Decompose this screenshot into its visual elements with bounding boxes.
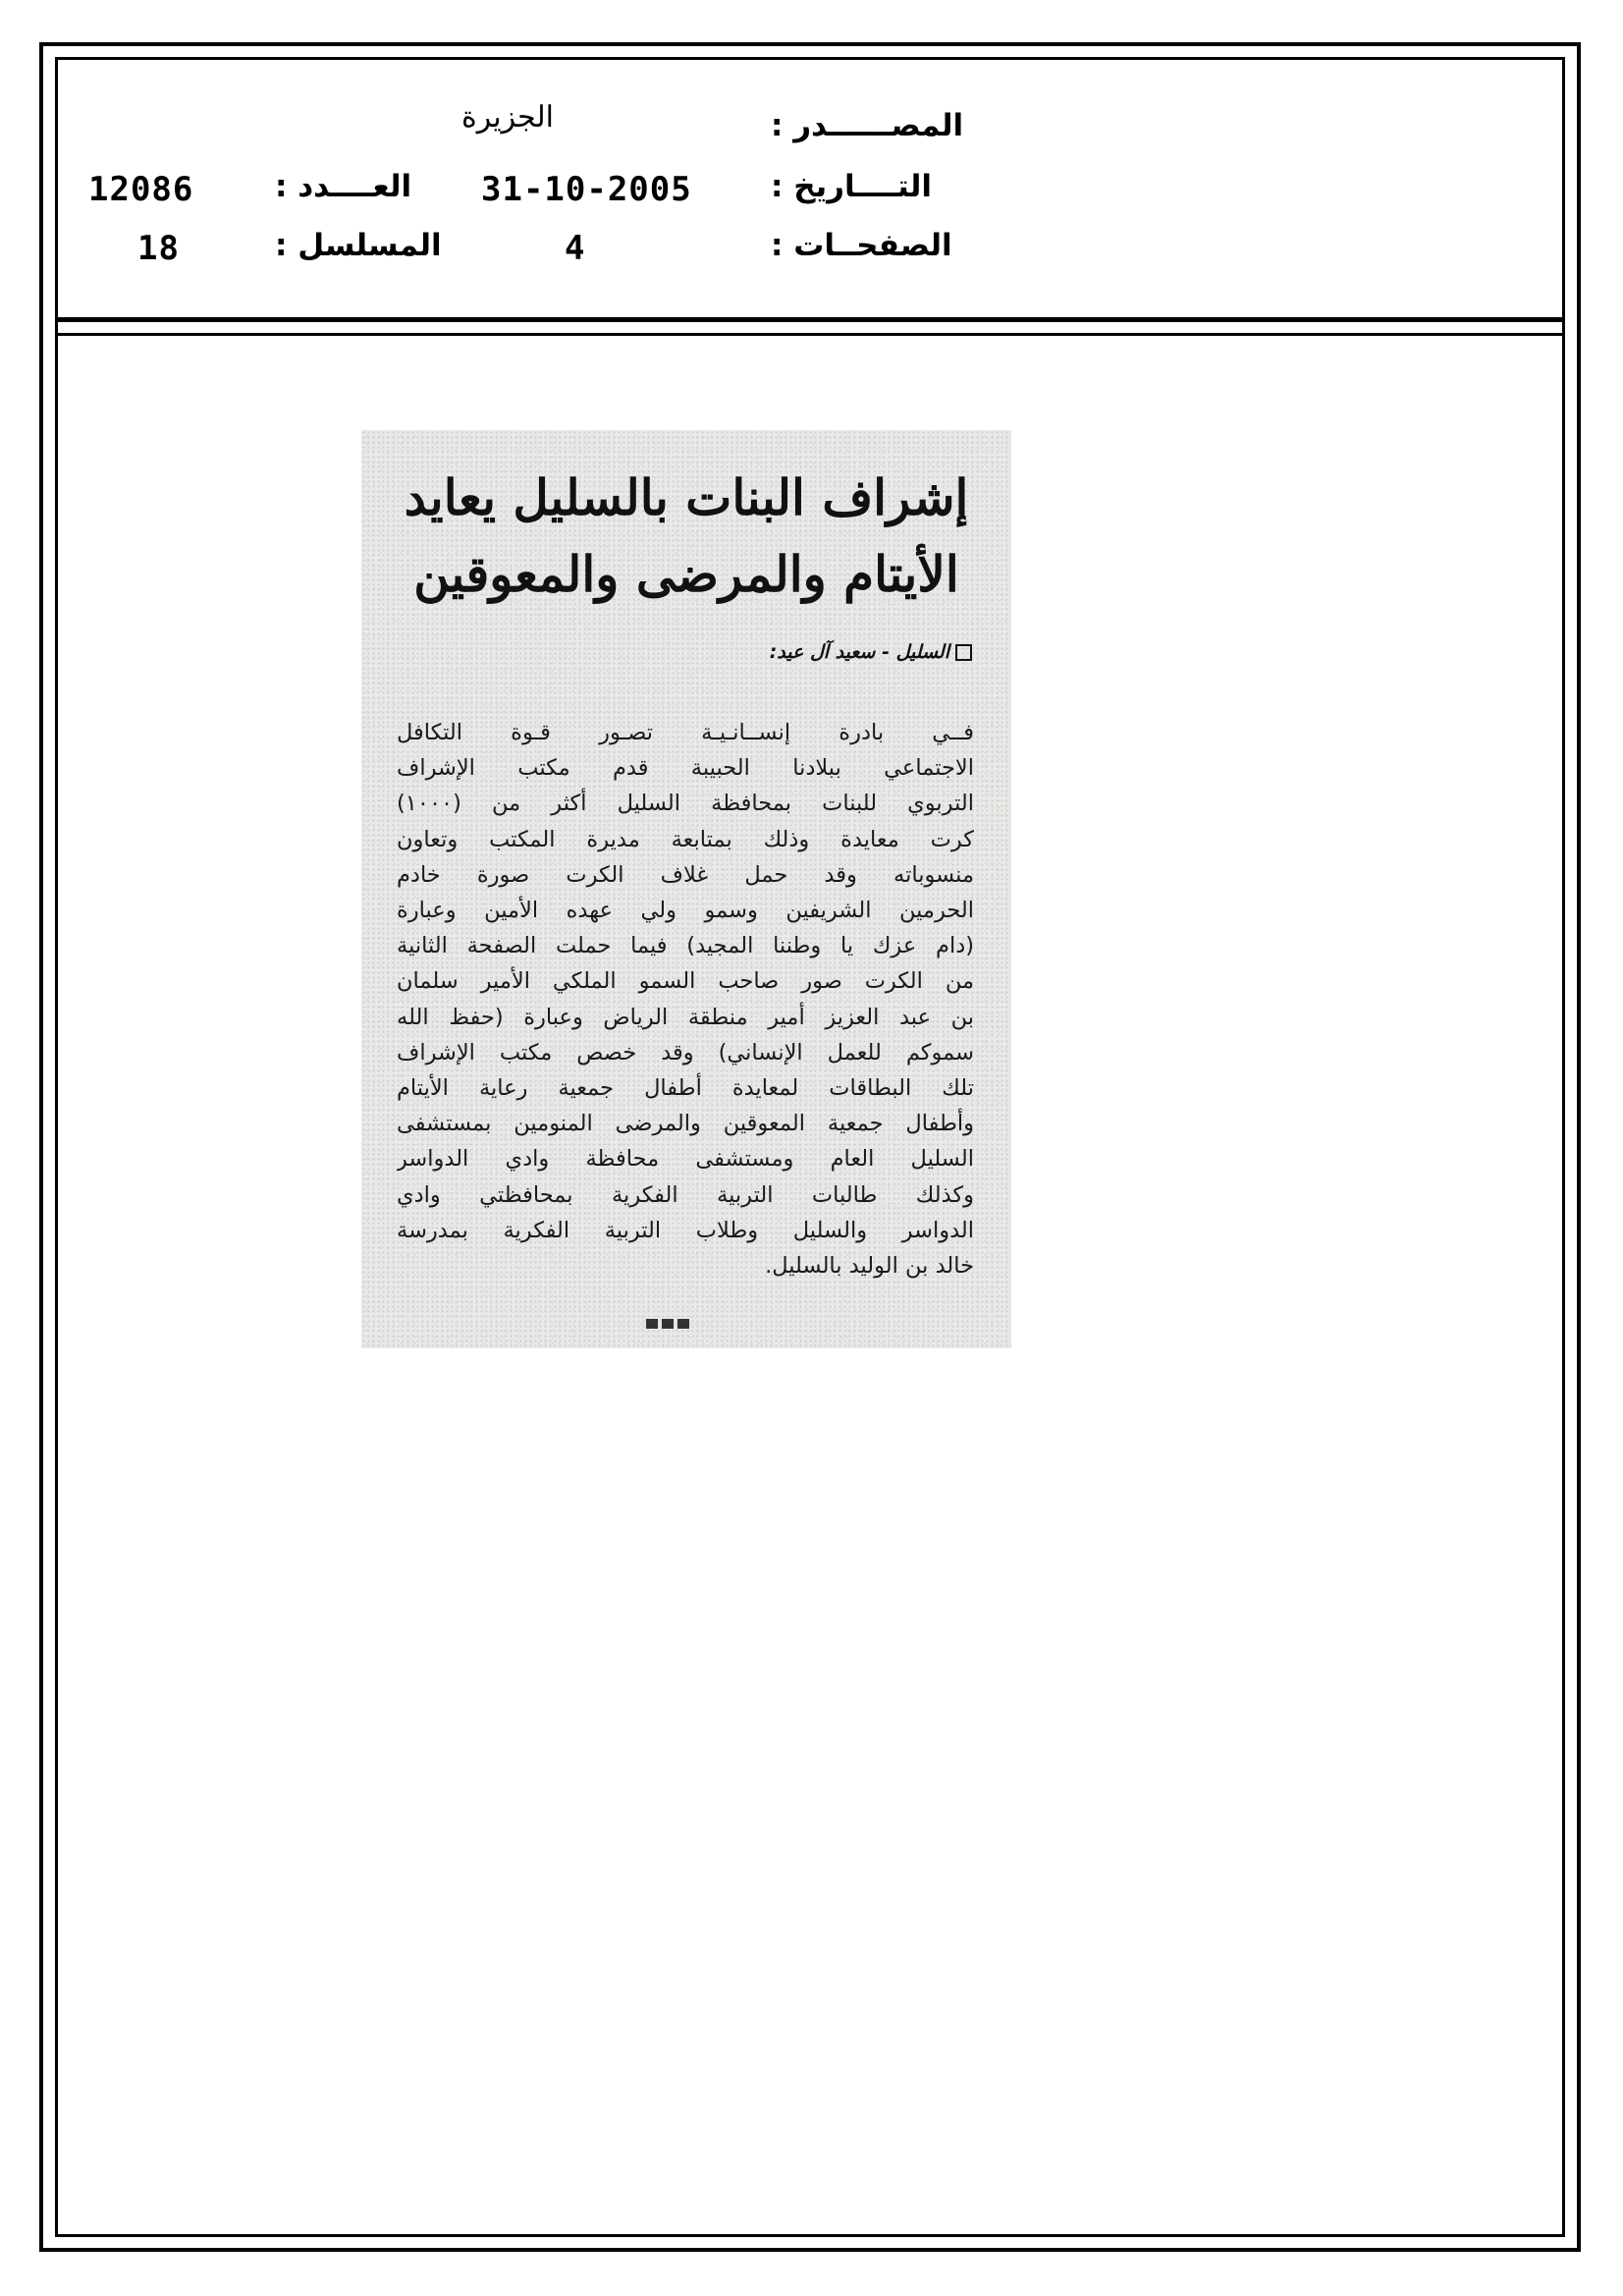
newspaper-clipping xyxy=(361,430,1011,1348)
serial-value: 18 xyxy=(137,229,180,268)
issue-label: العــــدد : xyxy=(275,169,412,204)
header-divider-secondary xyxy=(55,333,1565,336)
article-body-line: السليل العام ومستشفى محافظة وادي الدواسر xyxy=(397,1146,974,1173)
article-body-line: من الكرت صور صاحب السمو الملكي الأمير سلمان xyxy=(397,968,974,995)
date-value: 31-10-2005 xyxy=(481,170,692,209)
article-title-line-2: الأيتام والمرضى والمعوقين xyxy=(413,545,959,603)
pages-value: 4 xyxy=(565,229,586,268)
article-body-line: الحرمين الشريفين وسمو ولي عهده الأمين وعبارة xyxy=(397,898,974,924)
article-body-line: خالد بن الوليد بالسليل. xyxy=(765,1253,974,1280)
square-bullet-icon xyxy=(955,644,972,661)
header-divider xyxy=(55,317,1565,322)
article-title-line-1: إشراف البنات بالسليل يعايد xyxy=(404,468,969,526)
article-body-line: الاجتماعي ببلادنا الحبيبة قدم مكتب الإشراف xyxy=(397,755,974,782)
article-body-line: الدواسر والسليل وطلاب التربية الفكرية بمدرسة xyxy=(397,1217,974,1243)
article-body-line: بن عبد العزيز أمير منطقة الرياض وعبارة (حفظ الله xyxy=(397,1004,974,1030)
serial-label: المسلسل : xyxy=(275,228,442,263)
end-mark xyxy=(677,1319,689,1329)
issue-value: 12086 xyxy=(88,170,194,209)
article-body-line: وكذلك طالبات التربية الفكرية بمحافظتي وادي xyxy=(397,1181,974,1208)
end-mark xyxy=(662,1319,674,1329)
article-body-line: فــي بادرة إنســانـيـة تصـور قـوة التكافل xyxy=(397,720,974,745)
article-body-line: وأطفال جمعية المعوقين والمرضى المنومين بمستشفى xyxy=(397,1111,974,1137)
article-byline xyxy=(770,641,972,663)
source-label: المصــــــدر : xyxy=(771,108,964,143)
article-body-line: منسوباته وقد حمل غلاف الكرت صورة خادم xyxy=(397,861,974,888)
article-body-line: كرت معايدة وذلك بمتابعة مديرة المكتب وتعاون xyxy=(397,826,974,852)
article-body-line: سموكم للعمل الإنساني) وقد خصص مكتب الإشراف xyxy=(397,1039,974,1066)
source-value: الجزيرة xyxy=(461,100,555,135)
article-body-line: تلك البطاقات لمعايدة أطفال جمعية رعاية الأيتام xyxy=(397,1075,974,1102)
article-end-marks xyxy=(646,1319,689,1329)
end-mark xyxy=(646,1319,658,1329)
article-body-line: التربوي للبنات بمحافظة السليل أكثر من (١٠٠٠) xyxy=(397,791,974,817)
byline-text: السليل - سعيد آل عيد: xyxy=(769,641,949,663)
article-title xyxy=(361,460,1011,613)
pages-label: الصفحــات : xyxy=(771,228,952,263)
article-body xyxy=(397,715,974,1284)
date-label: التــــاريخ : xyxy=(771,169,932,204)
article-body-line: (دام عزك يا وطننا المجيد) فيما حملت الصفحة الثانية xyxy=(397,933,974,959)
